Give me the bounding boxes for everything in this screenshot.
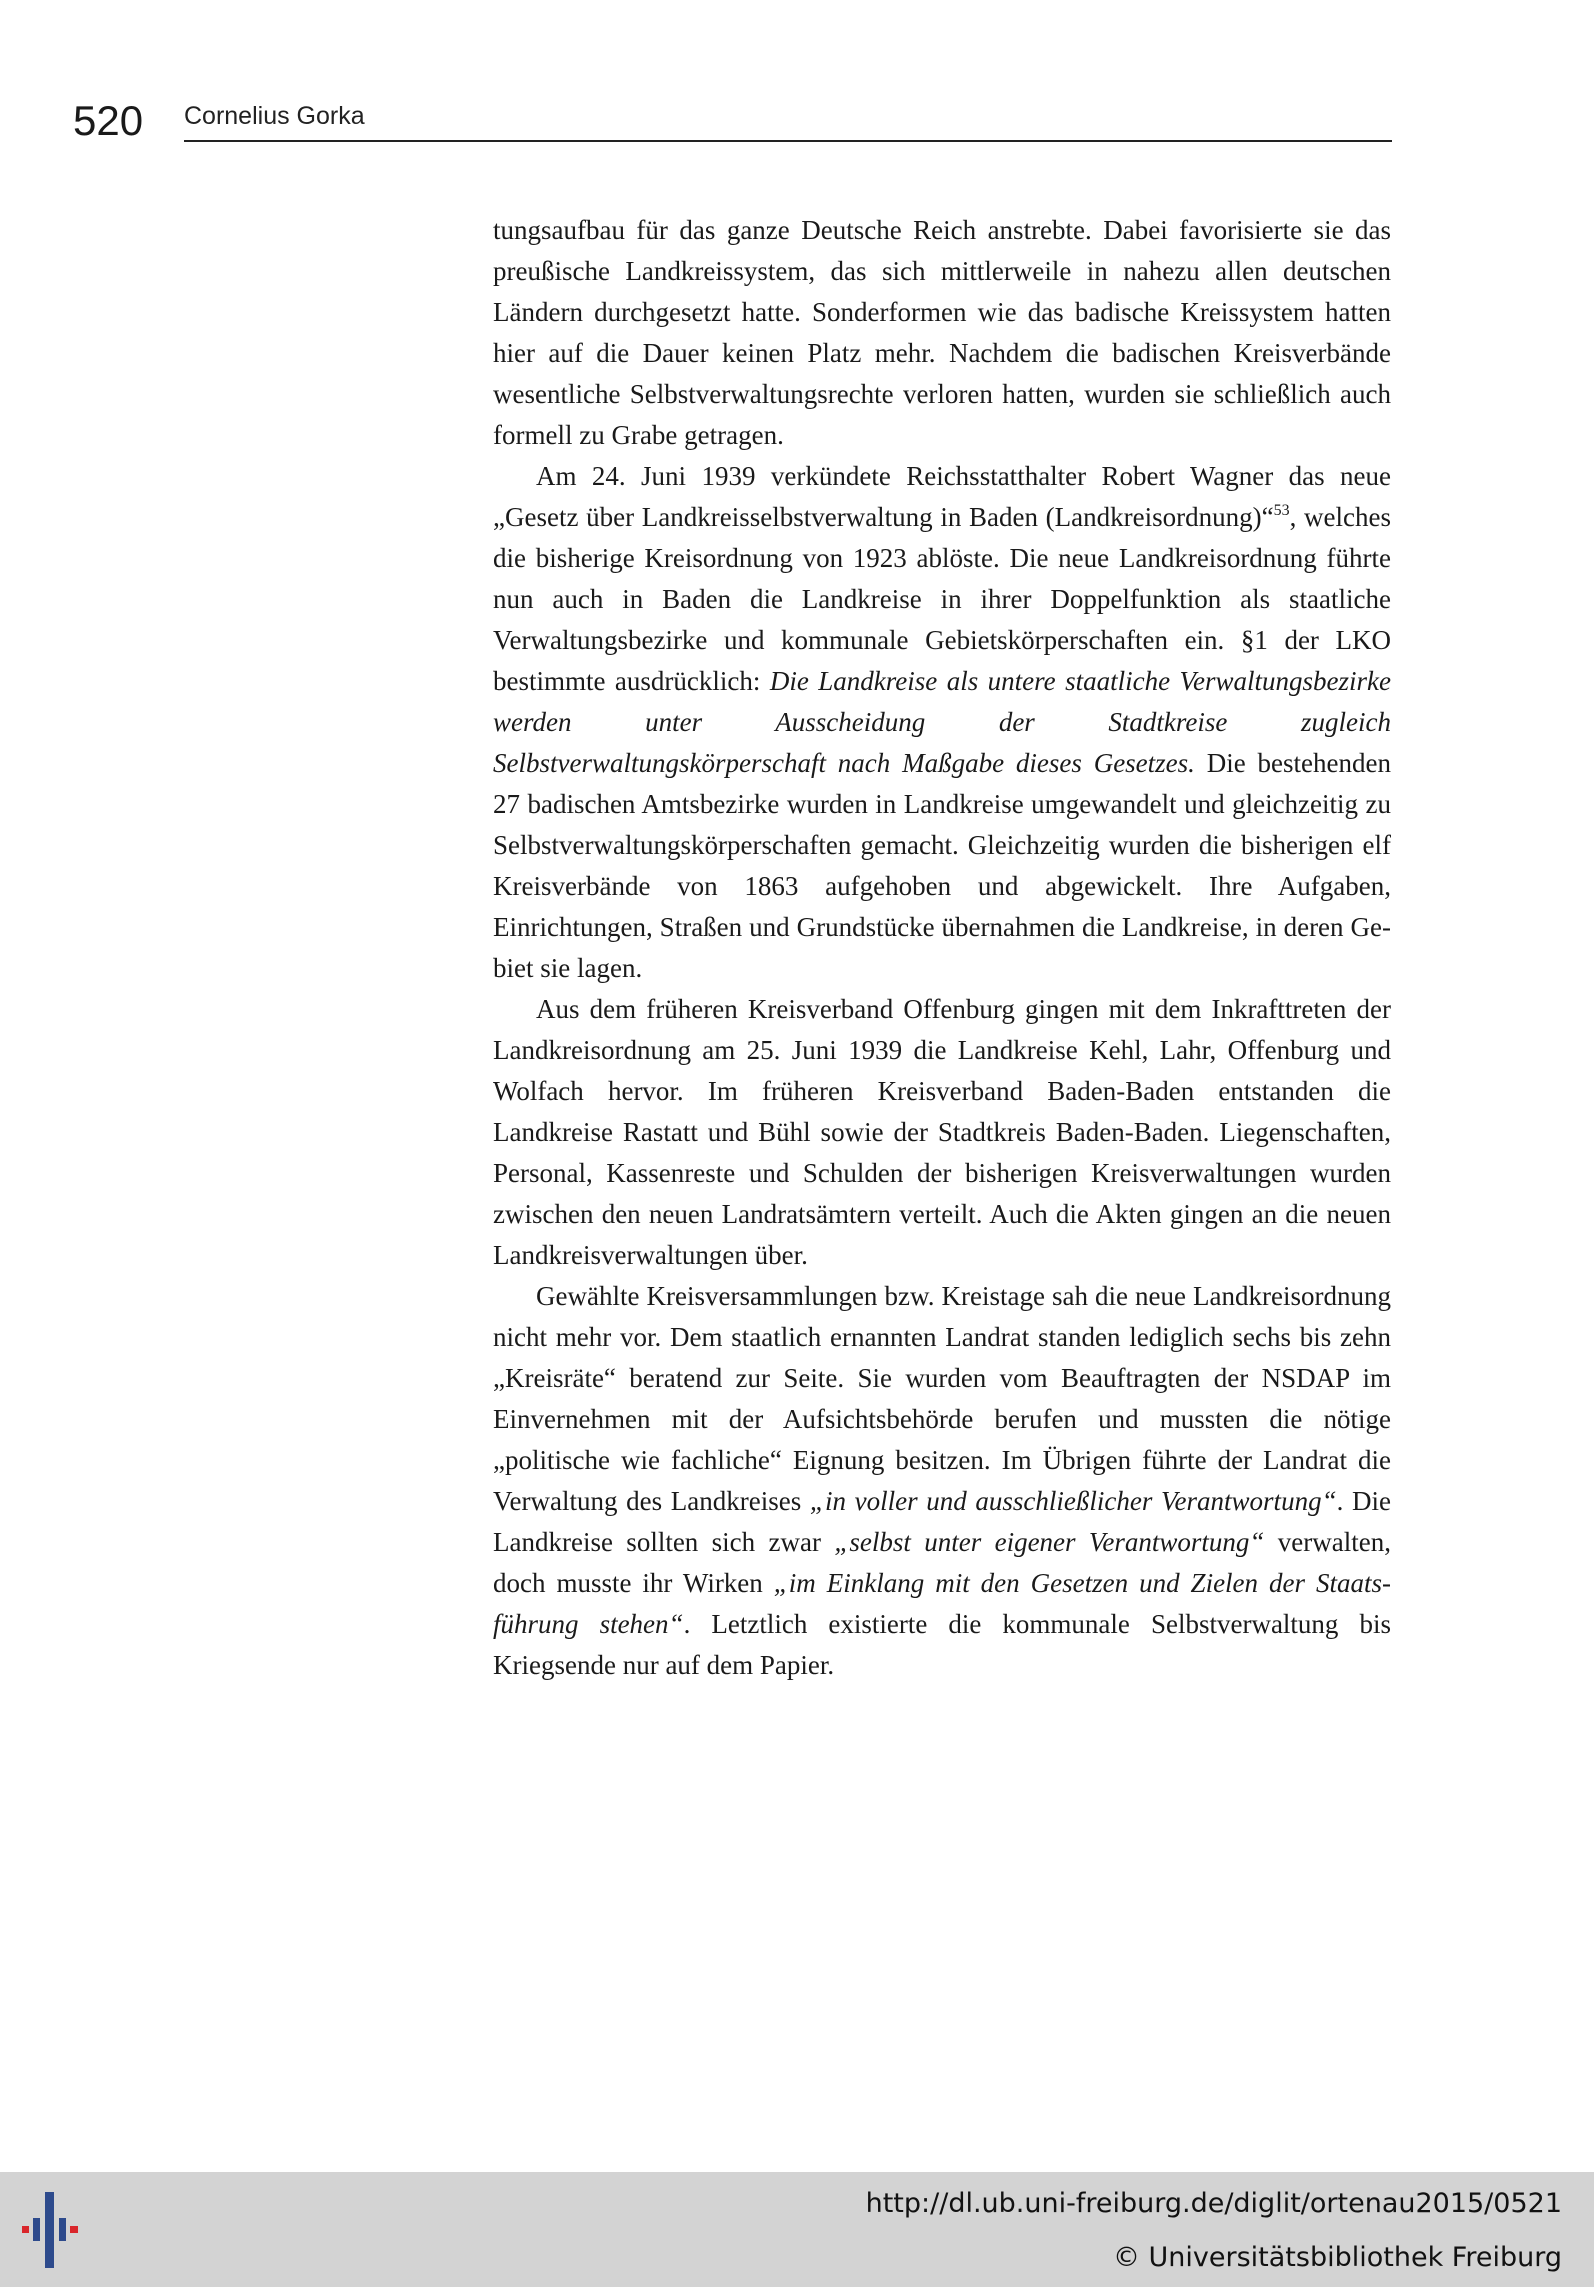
digitized-url-link[interactable]: http://dl.ub.uni-freiburg.de/diglit/ortenau2015/0521 <box>865 2188 1562 2219</box>
paragraph-3-text: Aus dem früheren Kreisverband Offenburg gingen mit dem Inkrafttreten der Landkreisordnung am 25. Juni 1939 die Landkreise Kehl, Lahr, Offenburg und Wolfach hervor. Im früheren Kreisverband Baden-Baden entstanden die Landkreise Rastatt und Bühl sowie der Stadtkreis Baden-Baden. Liegenschaften, Personal, Kassenreste und Schulden der bisherigen Kreisverwaltungen wurden zwischen den neuen Landratsämtern verteilt. Auch die Akten gingen an die neuen Landkreisverwaltungen über. <box>493 994 1391 1270</box>
quote-state-leadership: „im Einklang mit den Gesetzen und Zielen der Staatsführung stehen“ <box>493 1568 1391 1639</box>
statute-quote: Die Landkreise als untere staatliche Verwaltungsbezirke werden unter Ausscheidung der Stadtkreise zugleich Selbstverwaltungskörperschaft nach Maßgabe dieses Gesetzes. <box>493 666 1391 778</box>
copyright-notice: © Universitätsbibliothek Freiburg <box>1112 2242 1562 2273</box>
body-text <box>493 210 1391 1686</box>
paragraph-4-text-a: Gewählte Kreisversammlungen bzw. Kreistage sah die neue Landkreisordnung nicht mehr vor. Dem staatlich ernannten Landrat standen lediglich sechs bis zehn „Kreisräte“ beratend zur Seite. Sie wurden vom Beauftragten der NSDAP im Einvernehmen mit der Aufsichtsbehörde berufen und mussten die nötige „politische wie fachliche“ Eignung besitzen. Im Übrigen führte der Landrat die Verwaltung des Landkreises <box>493 1281 1391 1516</box>
quote-own-responsibility: „selbst unter eigener Verantwortung“ <box>834 1527 1265 1557</box>
header-rule <box>184 140 1392 142</box>
page-number: 520 <box>73 97 144 144</box>
paragraph-2-text-c: Die bestehenden 27 badischen Amtsbezirke wurden in Landkreise umgewandelt und gleichzeitig zu Selbstverwaltungskörperschaften gemacht. Gleichzeitig wurden die bisherigen elf Kreisverbände von 1863 aufgehoben und abgewickelt. Ihre Aufgaben, Einrichtungen, Straßen und Grundstücke übernahmen die Landkreise, in deren Gebiet sie lagen. <box>493 748 1391 983</box>
paragraph-2-text-a: Am 24. Juni 1939 verkündete Reichsstatthalter Robert Wagner das neue „Gesetz über Landkreisselbstverwaltung in Baden (Landkreisordnung)“ <box>493 461 1391 532</box>
paragraph-4-text-c: verwalten, doch musste ihr Wirken <box>493 1527 1391 1598</box>
paragraph-4-text-d: . Letztlich existierte die kommunale Selbstverwaltung bis Kriegsende nur auf dem Papier. <box>493 1609 1391 1680</box>
paragraph-3 <box>493 989 1391 1276</box>
paragraph-4-text-b: . Die Landkreise sollten sich zwar <box>493 1486 1391 1557</box>
running-head: Cornelius Gorka <box>184 102 365 130</box>
footnote-ref-53: 53 <box>1273 502 1290 519</box>
paragraph-1-text: tungsaufbau für das ganze Deutsche Reich anstrebte. Dabei favorisierte sie das preußische Landkreissystem, das sich mittlerweile in nahezu allen deutschen Ländern durchgesetzt hatte. Sonderformen wie das badische Kreissystem hatten hier auf die Dauer keinen Platz mehr. Nachdem die badischen Kreisverbände wesentliche Selbstverwaltungsrechte verloren hatten, wurden sie schließlich auch formell zu Grabe getragen. <box>493 215 1391 450</box>
paragraph-2 <box>493 456 1391 989</box>
paragraph-1 <box>493 210 1391 456</box>
ub-freiburg-logo-icon <box>22 2192 78 2268</box>
quote-full-responsibility: „in voller und ausschließlicher Verantwortung“ <box>809 1486 1337 1516</box>
paragraph-4 <box>493 1276 1391 1686</box>
paragraph-2-text-b: , welches die bisherige Kreisordnung von 1923 ablöste. Die neue Landkreisordnung führte nun auch in Baden die Landkreise in ihrer Doppelfunktion als staatliche Verwaltungsbezirke und kommunale Gebietskörperschaften ein. §1 der LKO bestimmte ausdrücklich: <box>493 502 1391 696</box>
